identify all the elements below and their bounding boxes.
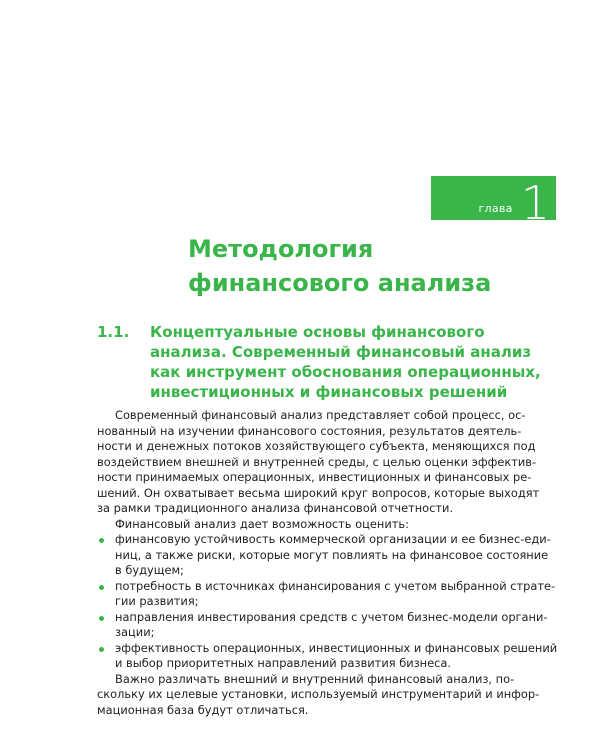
- paragraph-lead-in: [97, 517, 507, 533]
- text-line: потребность в источниках финансирования с учетом выбранной страте-: [115, 578, 556, 593]
- list-item: [97, 640, 558, 672]
- text-line: Финансовый анализ дает возможность оценить:: [115, 516, 409, 531]
- text-line: ности принимаемых операционных, инвестиционных и финансовых ре-: [97, 470, 532, 484]
- text-line: Важно различать внешний и внутренний финансовый анализ, по-: [115, 671, 515, 686]
- text-line: зации;: [115, 625, 155, 639]
- bullet-list: [97, 532, 558, 672]
- text-line: направления инвестирования средств с учетом бизнес-модели органи-: [115, 609, 548, 624]
- body-text: [97, 408, 558, 718]
- text-line: мационная база будут отличаться.: [97, 702, 309, 717]
- list-item: [97, 578, 556, 610]
- paragraph-closing: [97, 671, 540, 719]
- text-line: воздействием внешней и внутренней среды, с целью оценки эффектив-: [97, 454, 537, 469]
- bullet-icon: [99, 538, 104, 543]
- chapter-label: глава: [478, 202, 513, 215]
- chapter-title: [188, 232, 568, 300]
- text-line: шений. Он охватывает весьма широкий круг вопросов, которые выходят: [97, 485, 540, 500]
- text-line: за рамки традиционного анализа финансовой отчетности.: [97, 501, 454, 515]
- list-item: [97, 609, 548, 641]
- text-line: нованный на изучении финансового состояния, результатов деятель-: [97, 423, 522, 438]
- text-line: гии развития;: [115, 594, 199, 608]
- chapter-number: 1: [520, 176, 550, 230]
- chapter-title-line: финансового анализа: [188, 269, 492, 297]
- bullet-icon: [99, 585, 104, 590]
- section-number: 1.1.: [97, 323, 130, 341]
- text-line: в будущем;: [115, 563, 184, 577]
- text-line: финансовую устойчивость коммерческой организации и ее бизнес-еди-: [115, 532, 551, 546]
- text-line: скольку их целевые установки, используемый инструментарий и инфор-: [97, 687, 540, 701]
- text-line: и выбор приоритетных направлений развития бизнеса.: [115, 656, 451, 670]
- text-line: ности и денежных потоков хозяйствующего субъекта, меняющихся под: [97, 439, 536, 453]
- section-title: [150, 322, 541, 402]
- chapter-title-line: Методология: [188, 235, 374, 263]
- section-title-line: инвестиционных и финансовых решений: [150, 383, 508, 401]
- chapter-badge: [431, 176, 556, 230]
- bullet-icon: [99, 647, 104, 652]
- list-item: [97, 532, 551, 579]
- section-title-line: анализа. Современный финансовый анализ: [150, 343, 532, 361]
- section-title-line: Концептуальные основы финансового: [150, 323, 485, 341]
- section-title-line: как инструмент обоснования операционных,: [150, 363, 541, 381]
- bullet-icon: [99, 616, 104, 621]
- text-line: ниц, а также риски, которые могут повлиять на финансовое состояние: [115, 547, 549, 562]
- text-line: эффективность операционных, инвестиционных и финансовых решений: [115, 640, 558, 655]
- text-line: Современный финансовый анализ представляет собой процесс, ос-: [115, 408, 526, 422]
- paragraph-intro: [97, 408, 540, 517]
